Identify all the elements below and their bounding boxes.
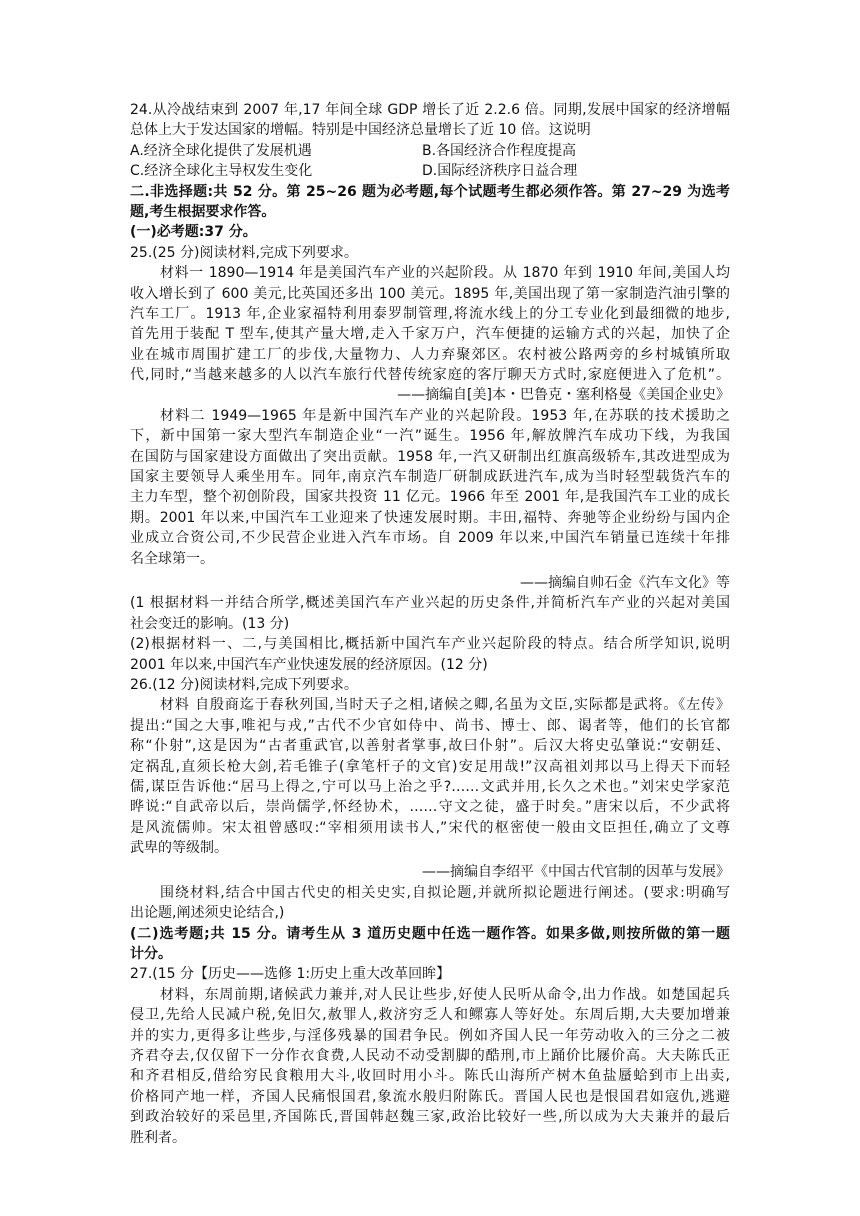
q27-material-line: 到政治较好的采邑里,齐国陈氏,晋国韩赵魏三家,政治比较好一些,所以成为大夫兼并的最后 <box>130 1109 730 1126</box>
q27-title: 27.(15 分【历史——选修 1:历史上重大改革回眸】 <box>130 966 451 983</box>
q27-material-line: 材料，东周前期,诸候武力兼并,对人民让些步,好使人民听从命令,出力作战。如楚国起兵 <box>160 986 730 1003</box>
q26-source: ——摘编自李绍平《中国古代官制的因革与发展》 <box>422 864 730 881</box>
elective-section-header: (二)选考题;共 15 分。请考生从 3 道历史题中任选一题作答。如果多做,则按所做的第一题 <box>130 925 730 942</box>
q26-material-line: 是风流儒帅。宋太祖曾感叹:“宰相须用读书人,”宋代的枢密使一般由文臣担任,确立了文尊 <box>130 819 730 836</box>
question-25 <box>130 243 730 675</box>
q25-material-1-line: 首先用于装配 T 型车,使其产量大增,走入千家万户，汽车便捷的运输方式的兴起，加快了企 <box>130 326 730 343</box>
q24-option-d: D.国际经济秩序日益合理 <box>422 163 578 180</box>
q25-subquestion-1: 社会变迁的影响。(13 分) <box>130 615 290 632</box>
q25-material-1-line: 汽车工厂。1913 年,企业家福特利用泰罗制管理,将流水线上的分工专业化到最细微的地步, <box>130 305 730 322</box>
q26-material-line: 武卑的等级制。 <box>130 840 228 857</box>
q27-material-line: 齐君夺去,仅仅留下一分作衣食费,人民动不动受割脚的酷刑,市上踊价比屦价高。大夫陈氏正 <box>130 1047 730 1064</box>
q24-option-c: C.经济全球化主导权发生变化 <box>130 163 313 180</box>
exam-page <box>130 100 730 1148</box>
question-26 <box>130 675 730 924</box>
elective-section-header: 计分。 <box>130 946 172 963</box>
q25-subquestion-1: (1 根据材料一并结合所学,概述美国汽车产业兴起的历史条件,并简析汽车产业的兴起对美国 <box>130 595 730 612</box>
q25-title: 25.(25 分)阅读材料,完成下列要求。 <box>130 244 358 261</box>
q25-material-2-line: 业成立合资公司,不少民营企业进入汽车市场。自 2009 年以来,中国汽车销量已连续十年排 <box>130 530 730 547</box>
q25-material-2-source: ——摘编自帅石金《汽车文化》等 <box>520 574 730 591</box>
question-27 <box>130 964 730 1148</box>
q24-stem-line: 24.从冷战结束到 2007 年,17 年间全球 GDP 增长了近 2.2.6 倍。同期,发展中国家的经济增幅 <box>130 102 730 118</box>
q24-options-row <box>130 141 730 161</box>
q25-material-1-line: 代,同时,“当越来越多的人以汽车旅行代替传统家庭的客厅聊天方式时,家庭便进入了危机”。 <box>130 367 730 384</box>
q27-material-line: 胜利者。 <box>130 1129 186 1146</box>
q26-task: 出论题,阐述须史论结合,) <box>130 905 285 922</box>
q27-material-line: 和齐君相反,借给穷民食粮用大斗,收回时用小斗。陈氏山海所产树木鱼盐蜃蛤到市上出卖, <box>130 1068 730 1085</box>
q26-material-line: 晔说:“自武帝以后，崇尚儒学,怀经协术，……守文之徒，盛于时矣。”唐宋以后，不少武将 <box>130 799 730 816</box>
q26-material-line: 提出:“国之大事,唯祀与戎,”古代不少官如侍中、尚书、博士、郎、谒者等，他们的长官都 <box>130 717 730 734</box>
q26-material-line: 儒,谋臣告诉他:“居马上得之,宁可以马上治之乎?……文武并用,长久之术也。”刘宋史学家范 <box>130 778 730 795</box>
q25-material-2-line: 主力车型，整个初创阶段，国家共投资 11 亿元。1966 年至 2001 年,是我国汽车工业的成长 <box>130 489 730 506</box>
q25-material-1-line: 收入增长到了 600 美元,比英国还多出 100 美元。1895 年,美国出现了第一家制造汽油引擎的 <box>130 285 730 302</box>
q26-title: 26.(12 分)阅读材料,完成下列要求。 <box>130 676 358 693</box>
q26-material-line: 材料 自殷商迄于春秋列国,当时天子之相,诸候之卿,名虽为文臣,实际都是武将。《左传》 <box>160 697 730 714</box>
q26-material-line: 定祸乱,直须长枪大剑,若毛锥子(拿笔杆子的文官)安足用哉!”汉高祖刘邦以马上得天下而轻 <box>130 758 730 775</box>
q27-material-line: 侵卫,先给人民减户税,免旧欠,赦罪人,救济穷乏人和鳏寡人等好处。东周后期,大夫要加增兼 <box>130 1007 730 1024</box>
question-24 <box>130 100 730 182</box>
section-2-header: 二.非选择题:共 52 分。第 25~26 题为必考题,每个试题考生都必须作答。第 27~29 为选考 <box>130 183 730 200</box>
q27-material-line: 价格同产地一样，齐国人民痛恨国君,象流水般归附陈氏。晋国人民也是恨国君如寇仇,逃避 <box>130 1088 730 1105</box>
section-2-header: 题,考生根据要求作答。 <box>130 203 276 220</box>
q24-option-a: A.经济全球化提供了发展机遇 <box>130 142 312 159</box>
q26-task: 围绕材料,结合中国古代史的相关史实,自拟论题,并就所拟论题进行阐述。(要求:明确写 <box>160 884 730 901</box>
q25-material-2-line: 名全球第一。 <box>130 550 214 567</box>
q26-material-line: 称“仆射”,这是因为“古者重武官,以善射者掌事,故曰仆射”。后汉大将史弘肇说:“安朝廷、 <box>130 738 730 755</box>
q24-option-b: B.各国经济合作程度提高 <box>422 142 577 159</box>
q25-subquestion-2: (2)根据材料一、二,与美国相比,概括新中国汽车产业兴起阶段的特点。结合所学知识,说明 <box>130 636 730 653</box>
q25-material-2-line: 期。2001 年以来,中国汽车工业迎来了快速发展时期。丰田,福特、奔驰等企业纷纷与国内企 <box>130 509 730 526</box>
q25-material-2-line: 下，新中国第一家大型汽车制造企业“一汽”诞生。1956 年,解放牌汽车成功下线，为我国 <box>130 428 730 445</box>
q27-material-line: 并的实力,更得多让些步,与淫侈残暴的国君争民。例如齐国人民一年劳动收入的三分之二被 <box>130 1027 730 1044</box>
q25-material-1-source: ——摘编自[美]本・巴鲁克・塞利格曼《美国企业史》 <box>397 387 730 404</box>
q25-material-2-line: 国家主要领导人乘坐用车。同年,南京汽车制造厂研制成跃进汽车,成为当时轻型载货汽车的 <box>130 469 730 486</box>
q25-material-2-line: 材料二 1949—1965 年是新中国汽车产业的兴起阶段。1953 年,在苏联的技术援助之 <box>160 407 730 424</box>
q25-material-1-line: 业在城市周围扩建工厂的步伐,大量物力、人力弃聚郊区。农村被公路两旁的乡村城镇所取 <box>130 346 730 363</box>
q24-options-row <box>130 161 730 181</box>
q24-stem-line: 总体上大于发达国家的增幅。特别是中国经济总量增长了近 10 倍。这说明 <box>130 122 591 139</box>
q25-material-2-line: 在国防与国家建设方面做出了突出贡献。1958 年,一汽又研制出红旗高级轿车,其改进型成为 <box>130 448 730 465</box>
q25-material-1-line: 材料一 1890—1914 年是美国汽车产业的兴起阶段。从 1870 年到 1910 年间,美国人均 <box>160 265 730 282</box>
required-section-header: (一)必考题:37 分。 <box>130 224 257 241</box>
q25-subquestion-2: 2001 年以来,中国汽车产业快速发展的经济原因。(12 分) <box>130 656 488 673</box>
